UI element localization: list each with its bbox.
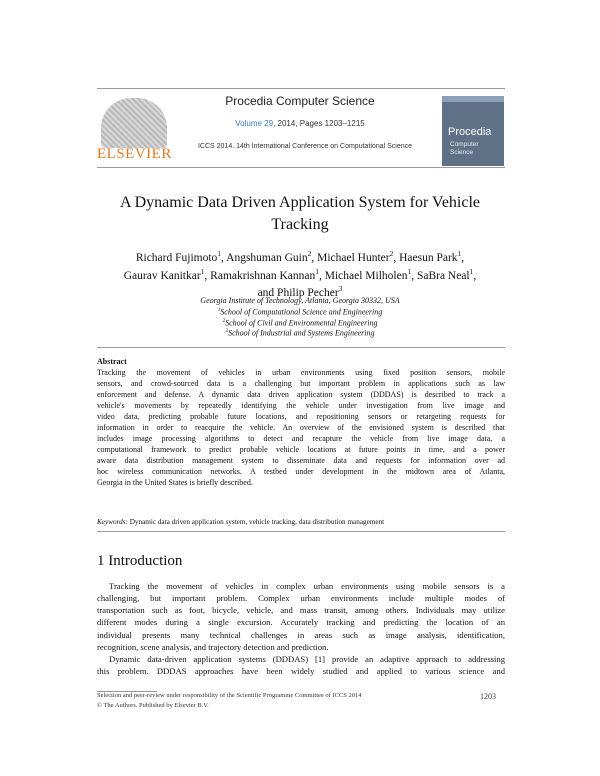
cover-title: Procedia [448, 126, 492, 138]
affiliation-1-text: School of Computational Science and Engineering [220, 307, 383, 317]
abstract-line: video data, predicting probable future locations, and repositioning sensors or retargeting requests for [97, 412, 505, 422]
abstract-line: enforcement and defense. A dynamic data driven application system (DDDAS) is described to track a [97, 390, 505, 400]
abstract-line: hoc wireless communication networks. A testbed under development in the midtown area of Atlanta, [97, 467, 505, 477]
author-name: Ramakrishnan Kannan [210, 269, 316, 282]
keywords [97, 518, 505, 526]
footer-peer-review: Selection and peer-review under responsibility of the Scientific Programme Committee of ICCS 2014 [97, 692, 362, 699]
author-line-1: Richard Fujimoto$^1$, Angshuman Guin$^2$, Michael Hunter$^2$, Haesun Park$^1$, [135, 249, 465, 264]
author-affiliation-mark: 1 [469, 267, 474, 276]
abstract-top-rule [97, 347, 505, 348]
abstract-line: sensors, and crowd-sourced data is a challenging but important problem in applications such as law [97, 379, 505, 389]
introduction-line: Dynamic data-driven application systems (DDDAS) [1] provide an adaptive approach to addressing [109, 653, 505, 664]
author-line-2: Gaurav Kanitkar$^1$, Ramakrishnan Kannan$^1$, Michael Milholen$^1$, SaBra Neal$^1$, [123, 267, 477, 282]
abstract-line: Tracking the movement of vehicles in urban environments using fixed position sensors, mobile [97, 368, 505, 377]
affiliation-2-mark: 2 [222, 318, 226, 324]
introduction-line: individual presents many technical challenges in areas such as image analysis, identification, [97, 629, 505, 640]
author-name: Michael Hunter [317, 251, 390, 264]
author-name: Richard Fujimoto [135, 251, 218, 264]
volume-info [180, 119, 420, 128]
conference-name: ICCS 2014. 14th International Conference on Computational Science [197, 143, 413, 150]
header-top-rule [97, 88, 505, 89]
footer-copyright: © The Authors. Published by Elsevier B.V. [97, 702, 209, 709]
introduction-line: this problem. DDDAS approaches have been widely studied and applied to various science and [97, 666, 505, 677]
page-number: 1203 [480, 692, 496, 701]
introduction-line: recognition, scene analysis, and trajectory detection and prediction. [97, 641, 329, 652]
abstract-heading: Abstract [97, 357, 127, 366]
affiliation-3-text: School of Industrial and Systems Engineering [228, 328, 375, 338]
keywords-text: Dynamic data driven application system, vehicle tracking, data distribution management [127, 518, 385, 526]
abstract-line: includes image processing algorithms to detect and recapture the vehicle from live image data, a [97, 434, 505, 444]
author-affiliation-mark: 2 [389, 249, 394, 258]
author-affiliation-mark: 3 [338, 284, 343, 293]
author-name: Haesun Park [399, 251, 458, 264]
affiliation-3 [100, 328, 500, 338]
elsevier-tree-icon [101, 98, 167, 148]
abstract-line: vehicle's movements by repeatedly identifying the vehicle under investigation from live image and [97, 401, 505, 411]
author-affiliation-mark: 1 [315, 267, 319, 276]
introduction-line: Tracking the movement of vehicles in complex urban environments using mobile sensors is a [109, 581, 505, 591]
author-affiliation-mark: 1 [407, 267, 412, 276]
abstract-line: aware data distribution management system to disseminate data and requests for information over ad [97, 456, 505, 466]
section-heading-introduction: 1 Introduction [97, 553, 183, 569]
introduction-line: different modes during a single excursion. Accurately tracking and predicting the location of an [97, 617, 505, 628]
author-affiliation-mark: 1 [217, 249, 222, 258]
abstract-body [97, 367, 505, 489]
affiliation-1 [100, 307, 500, 317]
author-name: and Philip Pecher [257, 286, 339, 299]
affiliation-2-text: School of Civil and Environmental Engineering [225, 318, 378, 328]
journal-name: Procedia Computer Science [225, 94, 375, 108]
affiliation-institution: Georgia Institute of Technology, Atlanta, Georgia 30332, USA [200, 296, 400, 305]
elsevier-wordmark: ELSEVIER [97, 146, 172, 162]
author-name: Angshuman Guin [226, 251, 308, 264]
cover-top-bar [442, 96, 504, 102]
volume-link[interactable]: Volume 29 [235, 119, 274, 128]
abstract-line: computational framework to predict probable vehicle locations at future points in time, and a power [97, 445, 505, 455]
introduction-line: transportation such as foot, bicycle, vehicle, and mass transit, among others. Individuals may utilize [97, 605, 505, 616]
affiliation-2 [100, 318, 500, 328]
affiliation-1-mark: 1 [217, 307, 221, 313]
introduction-line: challenging, but important problem. Complex urban environments include multiple modes of [97, 593, 505, 604]
keywords-rule [97, 531, 505, 532]
elsevier-logo [97, 96, 171, 166]
abstract-line: information in order to reacquire the vehicle. An overview of the envisioned system is described that [97, 423, 505, 433]
introduction-body [97, 580, 505, 677]
volume-pages: , 2014, Pages 1203–1215 [273, 119, 365, 128]
affiliation-3-mark: 3 [225, 328, 229, 334]
journal-cover-image [442, 96, 504, 166]
author-name: Michael Milholen [324, 269, 408, 282]
author-affiliation-mark: 1 [200, 267, 205, 276]
abstract-line: Georgia in the United States is briefly described. [97, 478, 253, 488]
author-affiliation-mark: 1 [457, 249, 462, 258]
author-affiliation-mark: 2 [307, 249, 312, 258]
header-bottom-rule [97, 167, 505, 168]
author-name: SaBra Neal [416, 269, 470, 282]
cover-subtitle: Computer Science [450, 141, 479, 156]
paper-title: A Dynamic Data Driven Application System for Vehicle Tracking [119, 194, 481, 233]
author-name: Gaurav Kanitkar [123, 269, 201, 282]
keywords-label: Keywords: [97, 518, 128, 526]
